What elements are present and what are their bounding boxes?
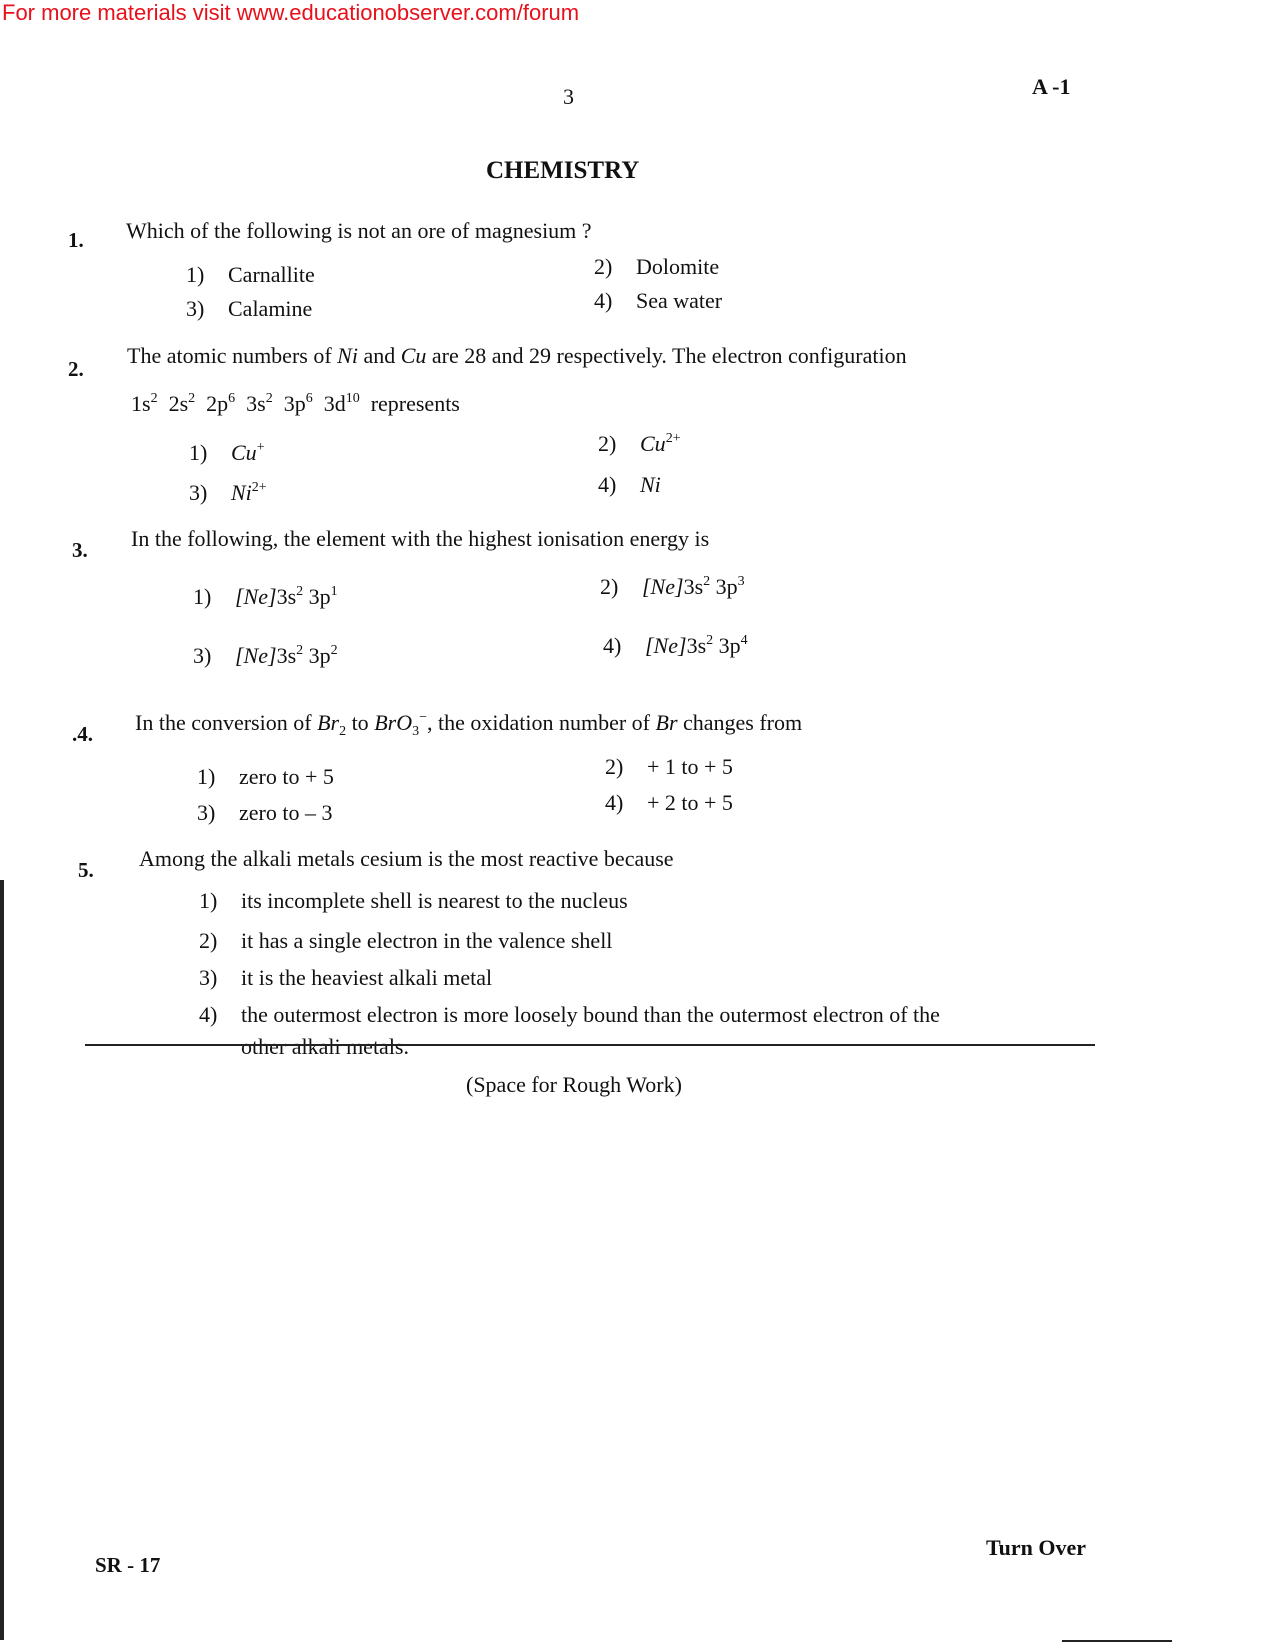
option-2 (594, 254, 719, 280)
option-4: 4) the outermost electron is more loosely bound than the outermost electron of the (199, 1002, 940, 1027)
option-text: Sea water (636, 288, 723, 313)
option-4: 4) Ni (598, 472, 661, 497)
option-4: 4) + 2 to + 5 (605, 790, 733, 815)
divider-line (85, 1044, 1095, 1046)
electron-configuration: $1s^2$ $2s^2$ $2p^6$ $3s^2$ $3p^6$ $3d^{10}$ represents (131, 391, 460, 416)
scan-edge (0, 880, 4, 1640)
option-2: 2) it has a single electron in the valence shell (199, 928, 613, 953)
option-3: 3) $Ni^{2+}$ (189, 480, 267, 505)
option-number: 1) (186, 262, 205, 287)
question-number: 2. (68, 357, 84, 381)
option-number: 2) (594, 254, 613, 279)
question-number: .4. (72, 722, 93, 746)
option-3: 3) $[Ne]3s^2$ $3p^2$ (193, 643, 338, 668)
series-code: SR - 17 (95, 1553, 161, 1577)
question-stem: Which of the following is not an ore of magnesium ? (126, 218, 592, 243)
question-stem: In the following, the element with the highest ionisation energy is (131, 526, 710, 551)
bottom-rule (1062, 1640, 1172, 1642)
option-2: 2) $[Ne]3s^2$ $3p^3$ (600, 574, 745, 599)
option-2: 2) + 1 to + 5 (605, 754, 733, 779)
section-title: CHEMISTRY (486, 157, 640, 184)
option-number: 4) (594, 288, 613, 313)
option-1: 1) zero to + 5 (197, 764, 334, 789)
option-4 (594, 288, 722, 314)
rough-work-label: (Space for Rough Work) (466, 1072, 682, 1097)
option-text: Dolomite (636, 254, 720, 279)
option-1: 1) $[Ne]3s^2$ $3p^1$ (193, 584, 338, 609)
option-number: 3) (186, 296, 205, 321)
option-4: 4) $[Ne]3s^2$ $3p^4$ (603, 633, 748, 658)
question-number: 3. (72, 538, 88, 562)
option-1: 1) its incomplete shell is nearest to the nucleus (199, 888, 628, 913)
option-1: 1) Cu+ (189, 440, 265, 465)
question-stem: The atomic numbers of Ni and Cu are 28 and 29 respectively. The electron configuration (127, 343, 907, 368)
option-2: 2) $Cu^{2+}$ (598, 431, 681, 456)
question-stem: In the conversion of $Br_2$ to BrO$_3$−, the oxidation number of Br changes from (135, 710, 803, 739)
page-number: 3 (563, 84, 574, 109)
website-banner[interactable]: For more materials visit www.educationobserver.com/forum (2, 0, 580, 25)
option-1 (186, 262, 315, 288)
option-3: 3) it is the heaviest alkali metal (199, 965, 493, 990)
question-number: 1. (68, 228, 84, 252)
option-3: 3) zero to – 3 (197, 800, 333, 825)
paper-code: A -1 (1032, 74, 1071, 99)
option-3 (186, 296, 312, 322)
option-text: Calamine (228, 296, 313, 321)
option-4-continued: other alkali metals. (241, 1034, 409, 1059)
option-text: Carnallite (228, 262, 315, 287)
turn-over-label: Turn Over (986, 1535, 1087, 1560)
question-number: 5. (78, 858, 94, 882)
question-stem: Among the alkali metals cesium is the most reactive because (139, 846, 674, 871)
